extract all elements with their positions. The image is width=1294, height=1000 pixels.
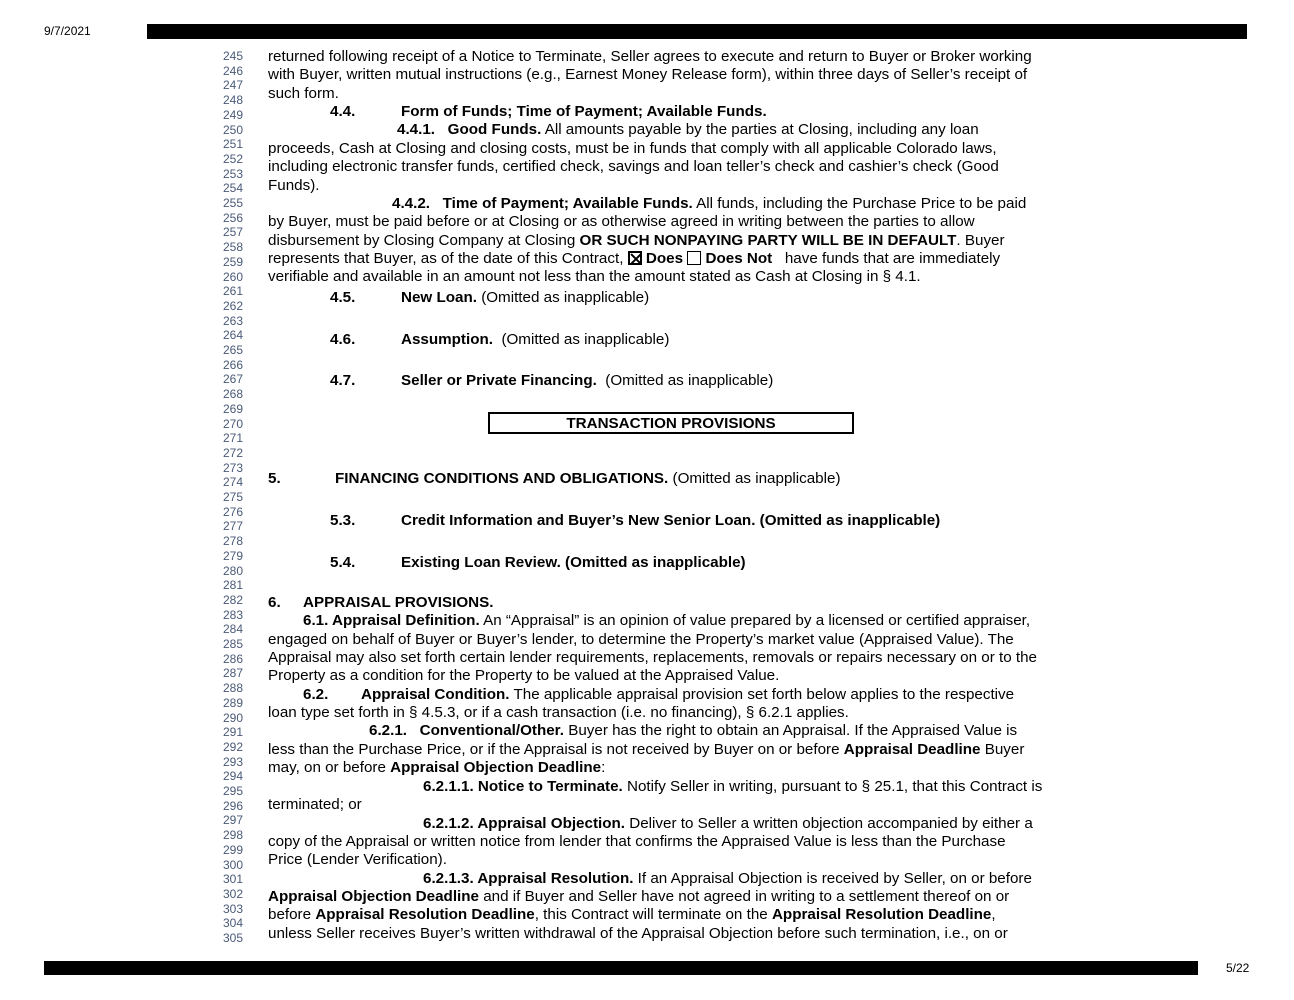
section-4-5: New Loan. (Omitted as inapplicable) xyxy=(401,289,650,306)
line-number: 265 xyxy=(222,343,243,357)
line-number: 267 xyxy=(222,372,243,387)
text-line: proceeds, Cash at Closing and closing costs, must be in funds that comply with all applicable Colorado laws, xyxy=(268,140,997,157)
line-number: 286 xyxy=(222,651,243,666)
line-number: 282 xyxy=(222,592,243,607)
line-number: 293 xyxy=(222,754,243,769)
section-5-3: Credit Information and Buyer’s New Senior Loan. (Omitted as inapplicable) xyxy=(401,512,941,529)
text-line: verifiable and available in an amount not less than the amount stated as Cash at Closing in § 4.1. xyxy=(268,268,921,285)
line-number: 264 xyxy=(222,328,243,343)
text-line: may, on or before Appraisal Objection Deadline: xyxy=(268,759,606,776)
section-6-2-1: 6.2.1. Conventional/Other. Buyer has the right to obtain an Appraisal. If the Appraised Value is xyxy=(369,722,1018,739)
line-number: 277 xyxy=(222,519,243,534)
text-line: Funds). xyxy=(268,177,320,194)
line-number: 263 xyxy=(222,313,243,328)
section-6-number: 6. xyxy=(268,594,281,611)
text-line: Property as a condition for the Property to be valued at the Appraised Value. xyxy=(268,667,780,684)
section-4-6-number: 4.6. xyxy=(330,331,356,348)
section-4-4-title: Form of Funds; Time of Payment; Available Funds. xyxy=(401,103,767,120)
text-line: before Appraisal Resolution Deadline, this Contract will terminate on the Appraisal Resolution Deadline, xyxy=(268,906,996,923)
line-number: 304 xyxy=(222,916,243,931)
line-number: 262 xyxy=(222,298,243,313)
does-checkbox[interactable] xyxy=(628,251,642,265)
line-number: 279 xyxy=(222,548,243,563)
line-number: 292 xyxy=(222,739,243,754)
section-5: FINANCING CONDITIONS AND OBLIGATIONS. (Omitted as inapplicable) xyxy=(335,470,841,487)
does-label: Does xyxy=(645,250,684,267)
text-line: Appraisal Objection Deadline and if Buyer and Seller have not agreed in writing to a settlement thereof on or xyxy=(268,888,1010,905)
text-line: engaged on behalf of Buyer or Buyer’s lender, to determine the Property’s market value (Appraised Value). The xyxy=(268,631,1014,648)
section-6-1: 6.1. Appraisal Definition. An “Appraisal” is an opinion of value prepared by a licensed or certified appraiser, xyxy=(303,612,1031,629)
line-number: 255 xyxy=(222,196,243,210)
line-number: 284 xyxy=(222,622,243,637)
text-line: copy of the Appraisal or written notice from lender that confirms the Appraised Value is less than the Purchase xyxy=(268,833,1006,850)
line-number: 295 xyxy=(222,784,243,798)
line-number: 270 xyxy=(222,416,243,431)
line-number: 287 xyxy=(222,666,243,681)
text-line: less than the Purchase Price, or if the Appraisal is not received by Buyer on or before Appraisal Deadline Buyer xyxy=(268,741,1025,758)
line-number: 273 xyxy=(222,460,243,475)
line-number: 271 xyxy=(222,431,243,446)
section-5-4-number: 5.4. xyxy=(330,554,356,571)
section-4-4-2: 4.4.2. Time of Payment; Available Funds. All funds, including the Purchase Price to be paid xyxy=(392,195,1027,212)
line-number: 254 xyxy=(222,181,243,196)
line-number: 248 xyxy=(222,93,243,108)
line-number: 249 xyxy=(222,107,243,122)
section-6: APPRAISAL PROVISIONS. xyxy=(303,594,494,611)
line-number: 291 xyxy=(222,725,243,740)
line-number: 266 xyxy=(222,357,243,372)
text-line: terminated; or xyxy=(268,796,362,813)
transaction-provisions-heading: TRANSACTION PROVISIONS xyxy=(488,412,854,434)
text-line: unless Seller receives Buyer’s written withdrawal of the Appraisal Objection before such termination, i.e., on or xyxy=(268,925,1008,942)
section-6-2-number: 6.2. xyxy=(303,686,329,703)
text-line: returned following receipt of a Notice to Terminate, Seller agrees to execute and return to Buyer or Broker working xyxy=(268,48,1032,65)
line-number: 305 xyxy=(222,931,243,945)
header-date: 9/7/2021 xyxy=(44,24,91,38)
line-number: 298 xyxy=(222,828,243,843)
line-number: 256 xyxy=(222,210,243,225)
line-number: 285 xyxy=(222,637,243,651)
funds-representation-line: represents that Buyer, as of the date of this Contract, Does Does Not have funds that are immediately xyxy=(268,250,1001,267)
line-number: 247 xyxy=(222,78,243,93)
line-number: 303 xyxy=(222,901,243,916)
line-number: 294 xyxy=(222,769,243,784)
section-4-4-heading: 4.4. xyxy=(330,103,356,120)
text-line: loan type set forth in § 4.5.3, or if a cash transaction (i.e. no financing), § 6.2.1 applies. xyxy=(268,704,849,721)
line-number: 258 xyxy=(222,240,243,255)
text-line: such form. xyxy=(268,85,339,102)
line-number: 251 xyxy=(222,137,243,152)
line-number: 276 xyxy=(222,504,243,519)
line-number: 246 xyxy=(222,63,243,78)
page-number: 5/22 xyxy=(1226,961,1250,975)
line-number: 268 xyxy=(222,387,243,402)
does-not-label: Does Not xyxy=(705,250,773,267)
text-line: by Buyer, must be paid before or at Closing or as otherwise agreed in writing between the parties to allow xyxy=(268,213,975,230)
line-number: 280 xyxy=(222,563,243,578)
section-6-2-1-3: 6.2.1.3. Appraisal Resolution. If an Appraisal Objection is received by Seller, on or before xyxy=(423,870,1032,887)
section-6-2-1-1: 6.2.1.1. Notice to Terminate. Notify Seller in writing, pursuant to § 25.1, that this Contract is xyxy=(423,778,1043,795)
section-4-7: Seller or Private Financing. (Omitted as inapplicable) xyxy=(401,372,774,389)
section-6-2-1-2: 6.2.1.2. Appraisal Objection. Deliver to Seller a written objection accompanied by either a xyxy=(423,815,1033,832)
does-not-checkbox[interactable] xyxy=(687,251,701,265)
text-line: Price (Lender Verification). xyxy=(268,851,447,868)
line-number: 290 xyxy=(222,710,243,725)
line-number: 281 xyxy=(222,578,243,593)
line-number: 252 xyxy=(222,151,243,166)
line-number: 297 xyxy=(222,813,243,828)
text-line: with Buyer, written mutual instructions (e.g., Earnest Money Release form), within three days of Seller’s receipt of xyxy=(268,66,1028,83)
line-number: 272 xyxy=(222,445,243,460)
section-4-5-number: 4.5. xyxy=(330,289,356,306)
line-number: 301 xyxy=(222,872,243,887)
line-number: 269 xyxy=(222,401,243,416)
line-number: 274 xyxy=(222,475,243,490)
text-line: disbursement by Closing Company at Closing OR SUCH NONPAYING PARTY WILL BE IN DEFAULT. Buyer xyxy=(268,232,1005,249)
line-number: 288 xyxy=(222,681,243,696)
line-number: 275 xyxy=(222,490,243,504)
section-4-4-1: 4.4.1. Good Funds. All amounts payable by the parties at Closing, including any loan xyxy=(397,121,979,138)
line-number: 299 xyxy=(222,842,243,857)
section-4-6: Assumption. (Omitted as inapplicable) xyxy=(401,331,670,348)
section-5-number: 5. xyxy=(268,470,281,487)
line-number: 289 xyxy=(222,695,243,710)
line-number: 257 xyxy=(222,225,243,240)
line-number: 296 xyxy=(222,798,243,813)
line-number: 245 xyxy=(222,49,243,63)
text-line: including electronic transfer funds, certified check, savings and loan teller’s check and cashier’s check (Good xyxy=(268,158,999,175)
line-number: 300 xyxy=(222,857,243,872)
header-bar xyxy=(147,24,1247,39)
section-5-4: Existing Loan Review. (Omitted as inapplicable) xyxy=(401,554,746,571)
line-number: 283 xyxy=(222,607,243,622)
line-number: 259 xyxy=(222,254,243,269)
section-5-3-number: 5.3. xyxy=(330,512,356,529)
section-6-2: Appraisal Condition. The applicable appraisal provision set forth below applies to the respective xyxy=(361,686,1015,703)
line-number: 253 xyxy=(222,166,243,181)
footer-bar xyxy=(44,961,1198,975)
section-4-7-number: 4.7. xyxy=(330,372,356,389)
line-number: 261 xyxy=(222,284,243,299)
line-number: 250 xyxy=(222,122,243,137)
line-number: 260 xyxy=(222,269,243,284)
line-number: 278 xyxy=(222,534,243,549)
text-line: Appraisal may also set forth certain lender requirements, replacements, removals or repairs necessary on or to the xyxy=(268,649,1038,666)
line-number: 302 xyxy=(222,886,243,901)
